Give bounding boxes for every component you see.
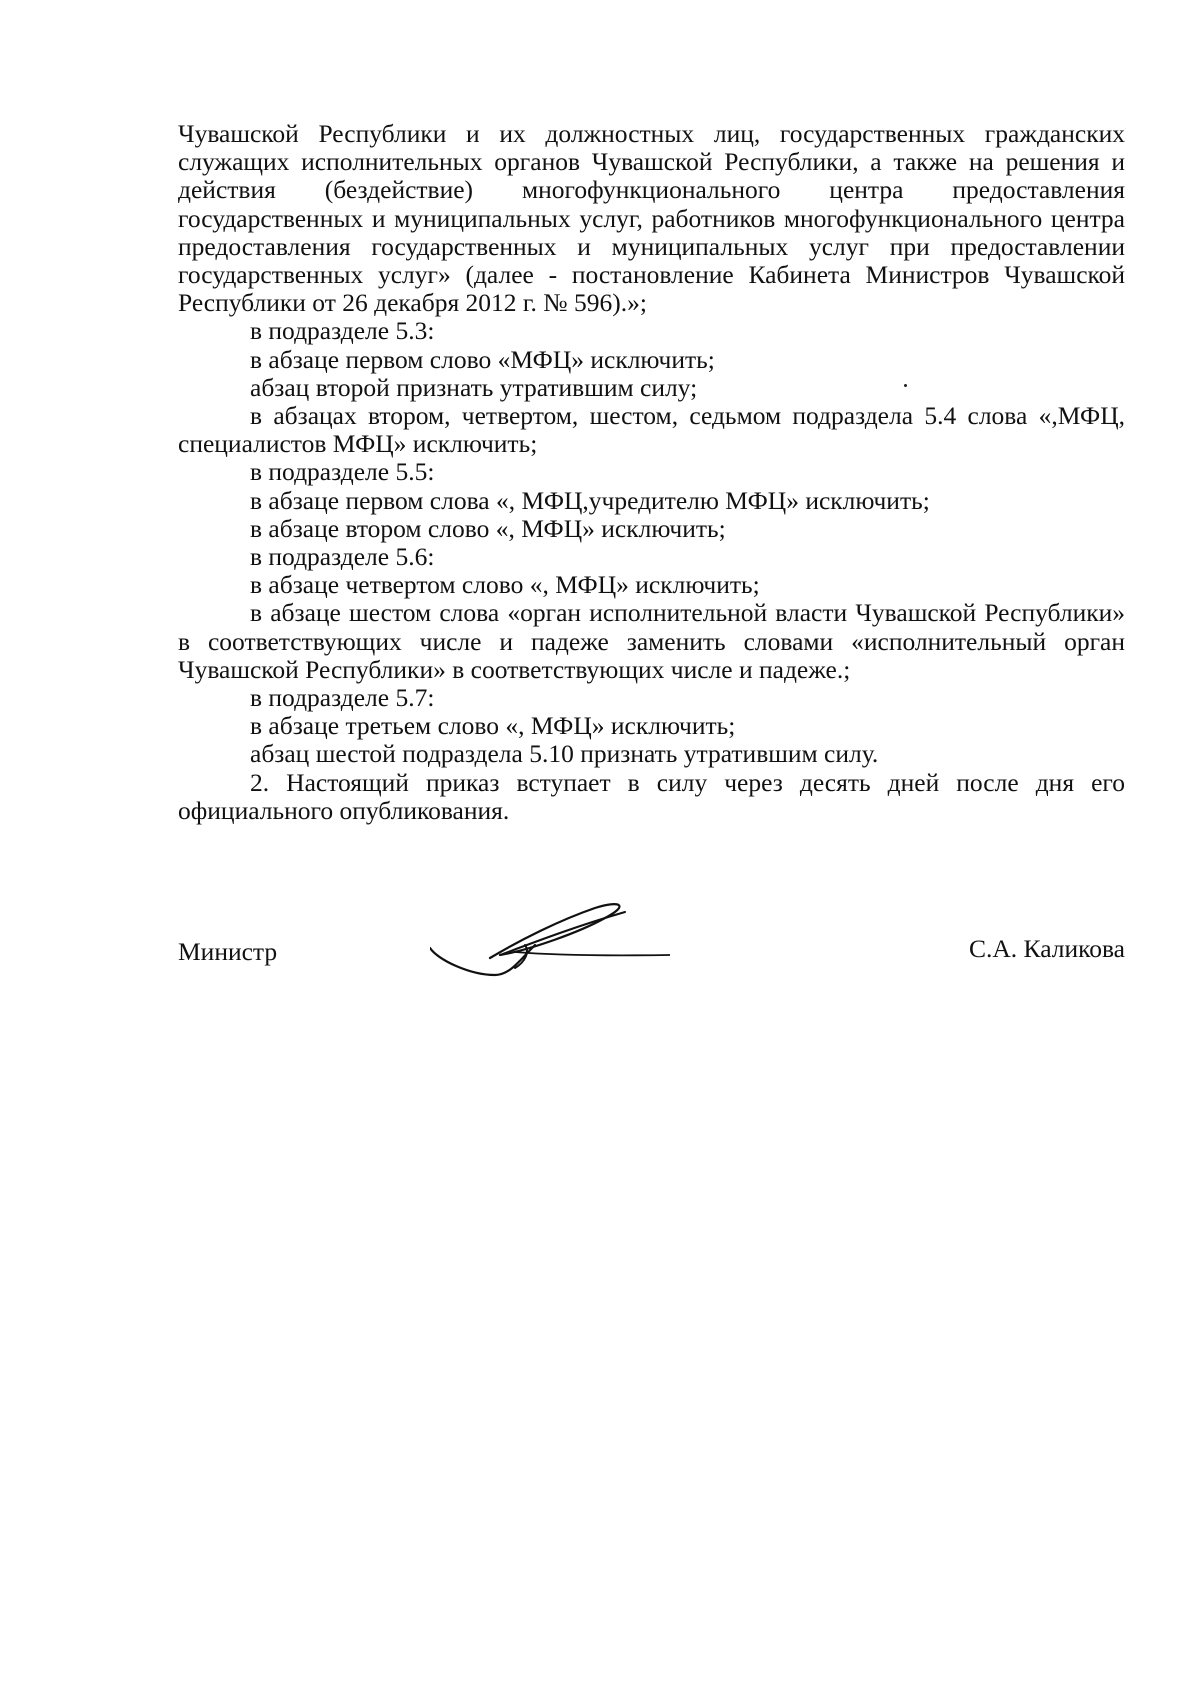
document-paragraph: в абзаце втором слово «, МФЦ» исключить; [250, 513, 726, 543]
signer-position: Министр [178, 937, 278, 966]
signature-block [178, 900, 1125, 1000]
document-paragraph: в абзаце первом слово «МФЦ» исключить; [250, 344, 715, 374]
document-paragraph: 2. Настоящий приказ вступает в силу через десять дней после дня его официального опубликования. [178, 767, 1125, 825]
document-paragraph: в подразделе 5.3: [250, 316, 435, 346]
document-paragraph: в абзацах втором, четвертом, шестом, седьмом подраздела 5.4 слова «,МФЦ, специалистов МФЦ» исключить; [178, 401, 1125, 459]
document-paragraph: в подразделе 5.6: [250, 542, 435, 572]
document-paragraph: в абзаце первом слова «, МФЦ,учредителю МФЦ» исключить; [250, 485, 930, 515]
document-paragraph: в абзаце четвертом слово «, МФЦ» исключить; [250, 570, 760, 600]
document-paragraph: в подразделе 5.7: [250, 683, 435, 713]
document-body [178, 120, 1125, 825]
document-paragraph: в абзаце шестом слова «орган исполнительной власти Чувашской Республики» в соответствующих числе и падеже заменить словами «исполнительный орган Чувашской Республики» в соответствующих числе и падеже.; [178, 598, 1125, 684]
document-paragraph: Чувашской Республики и их должностных лиц, государственных гражданских служащих исполнительных органов Чувашской Республики, а также на решения и действия (бездействие) многофункционального центра предоставления государственных и муниципальных услуг, работников многофункционального центра предоставления государственных и муниципальных услуг при предоставлении государственных услуг» (далее - постановление Кабинета Министров Чувашской Республики от 26 декабря 2012 г. № 596).»; [178, 119, 1125, 318]
document-paragraph: в абзаце третьем слово «, МФЦ» исключить; [250, 711, 736, 741]
document-paragraph: абзац второй признать утратившим силу; [250, 372, 698, 402]
document-paragraph: абзац шестой подраздела 5.10 признать утратившим силу. [250, 739, 879, 769]
document-paragraph: в подразделе 5.5: [250, 457, 435, 487]
handwritten-signature [430, 900, 670, 990]
signer-name: С.А. Каликова [968, 934, 1125, 963]
scan-speck [904, 384, 907, 387]
